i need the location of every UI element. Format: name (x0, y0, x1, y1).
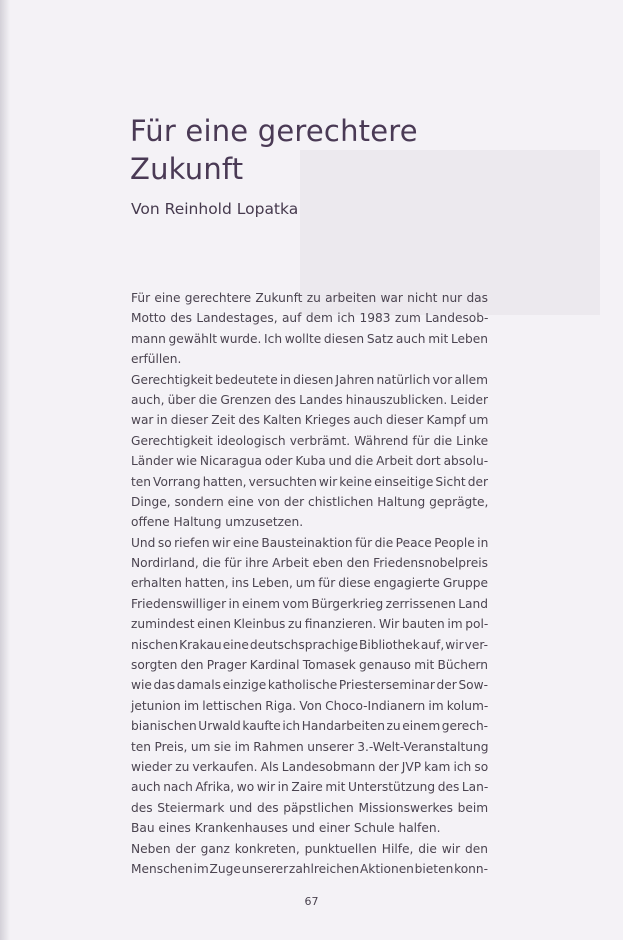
body-text-line: auch nach Afrika, wo wir in Zaire mit Unterstützung des Lan- (131, 780, 489, 795)
body-text-line: erfüllen. (131, 352, 182, 367)
chapter-title (130, 112, 560, 188)
body-text-line: Gerechtigkeit bedeutete in diesen Jahren natürlich vor allem (131, 372, 488, 387)
body-text-line: auch, über die Grenzen des Landes hinauszublicken. Leider (131, 392, 488, 407)
chapter-title-line-1: Für eine gerechtere (130, 114, 418, 148)
body-text (131, 288, 488, 879)
body-text-line: Für eine gerechtere Zukunft zu arbeiten war nicht nur das (131, 291, 488, 305)
author-byline: Von Reinhold Lopatka (131, 200, 299, 218)
body-text-line: Länder wie Nicaragua oder Kuba und die Arbeit dort absolu- (131, 454, 489, 469)
page-number: 67 (304, 895, 319, 908)
body-text-line: war in dieser Zeit des Kalten Krieges auch dieser Kampf um (131, 413, 489, 428)
body-text-line: Motto des Landestages, auf dem ich 1983 zum Landesob- (131, 311, 489, 326)
body-text-line: des Steiermark und des päpstlichen Missionswerkes beim (131, 800, 489, 815)
body-text-line: sorgten den Prager Kardinal Tomasek genauso mit Büchern (131, 658, 488, 673)
body-text-line: nischen Krakau eine deutschsprachige Bibliothek auf, wir ver- (131, 637, 488, 652)
body-text-line: bianischen Urwald kaufte ich Handarbeiten zu einem gerech- (131, 719, 489, 734)
body-text-line: Und so riefen wir eine Bausteinaktion für die Peace People in (131, 535, 489, 550)
body-text-line: wieder zu verkaufen. Als Landesobmann der JVP kam ich so (131, 759, 489, 774)
body-text-line: zumindest einen Kleinbus zu finanzieren. Wir bauten im pol- (131, 617, 489, 632)
body-text-line: Dinge, sondern eine von der chistlichen Haltung geprägte, (131, 494, 489, 509)
body-text-line: Nordirland, die für ihre Arbeit eben den Friedensnobelpreis (131, 556, 488, 571)
body-text-line: erhalten hatten, ins Leben, um für diese engagierte Gruppe (131, 576, 488, 591)
body-text-line: offene Haltung umzusetzen. (131, 515, 304, 530)
chapter-title-line-2: Zukunft (130, 152, 244, 186)
body-text-line: ten Preis, um sie im Rahmen unserer 3.-Welt-Veranstaltung (131, 739, 489, 754)
body-text-line: Bau eines Krankenhauses und einer Schule halfen. (131, 821, 441, 836)
body-text-line: Friedenswilliger in einem vom Bürgerkrieg zerrissenen Land (131, 596, 488, 611)
body-text-line: jetunion im lettischen Riga. Von Choco-Indianern im kolum- (131, 698, 489, 713)
body-text-line: ten Vorrang hatten, versuchten wir keine einseitige Sicht der (131, 474, 488, 489)
body-text-line: wie das damals einzige katholische Priesterseminar der Sow- (131, 678, 488, 693)
body-text-line: Neben der ganz konkreten, punktuellen Hilfe, die wir den (131, 841, 488, 856)
body-text-line: mann gewählt wurde. Ich wollte diesen Satz auch mit Leben (131, 331, 488, 346)
body-text-line: Gerechtigkeit ideologisch verbrämt. Während für die Linke (131, 433, 489, 448)
body-text-line: Menschen im Zuge unserer zahlreichen Aktionen bieten konn- (131, 861, 488, 876)
